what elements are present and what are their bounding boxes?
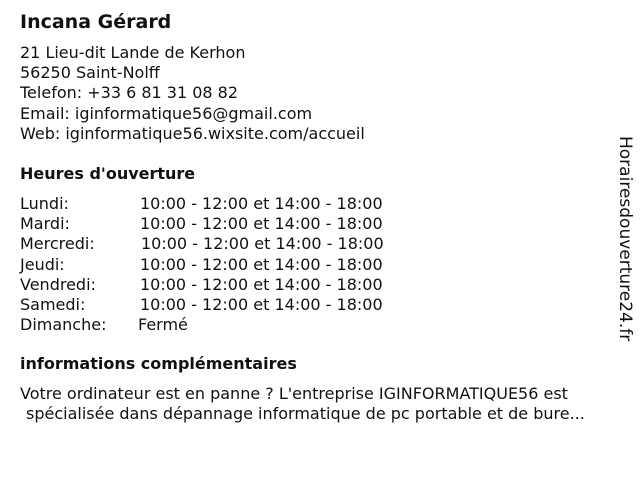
day-hours: 10:00 - 12:00 et 14:00 - 18:00 bbox=[141, 234, 384, 254]
day-label: Lundi: bbox=[20, 194, 69, 213]
day-label: Dimanche: bbox=[20, 315, 107, 335]
email-line: Email: iginformatique56@gmail.com bbox=[20, 103, 313, 123]
website-line: Web: iginformatique56.wixsite.com/accueil bbox=[20, 123, 365, 143]
day-label: Vendredi: bbox=[20, 274, 96, 294]
phone-line: Telefon: +33 6 81 31 08 82 bbox=[20, 83, 239, 103]
day-hours: 10:00 - 12:00 et 14:00 - 18:00 bbox=[140, 274, 383, 294]
site-watermark bbox=[612, 136, 638, 346]
info-heading: informations complémentaires bbox=[20, 354, 297, 373]
hours-heading: Heures d'ouverture bbox=[20, 164, 196, 183]
address-street: 21 Lieu-dit Lande de Kerhon bbox=[20, 43, 246, 62]
day-hours: 10:00 - 12:00 et 14:00 - 18:00 bbox=[140, 254, 383, 274]
day-label: Mardi: bbox=[20, 214, 70, 234]
contact-block bbox=[20, 43, 365, 144]
day-label: Samedi: bbox=[20, 294, 86, 314]
day-hours: 10:00 - 12:00 et 14:00 - 18:00 bbox=[140, 294, 383, 314]
day-hours: Fermé bbox=[138, 315, 188, 335]
day-hours: 10:00 - 12:00 et 14:00 - 18:00 bbox=[140, 214, 383, 234]
info-line-1: Votre ordinateur est en panne ? L'entreprise IGINFORMATIQUE56 est bbox=[20, 384, 568, 403]
info-line-2: spécialisée dans dépannage informatique de pc portable et de bure... bbox=[26, 404, 585, 423]
day-label: Jeudi: bbox=[20, 254, 65, 274]
watermark-text: Horairesdouverture24.fr bbox=[615, 136, 635, 342]
day-hours: 10:00 - 12:00 et 14:00 - 18:00 bbox=[140, 194, 383, 213]
day-label: Mercredi: bbox=[20, 234, 95, 254]
address-city: 56250 Saint-Nolff bbox=[20, 63, 160, 83]
business-name: Incana Gérard bbox=[20, 11, 172, 33]
info-description bbox=[20, 384, 635, 424]
